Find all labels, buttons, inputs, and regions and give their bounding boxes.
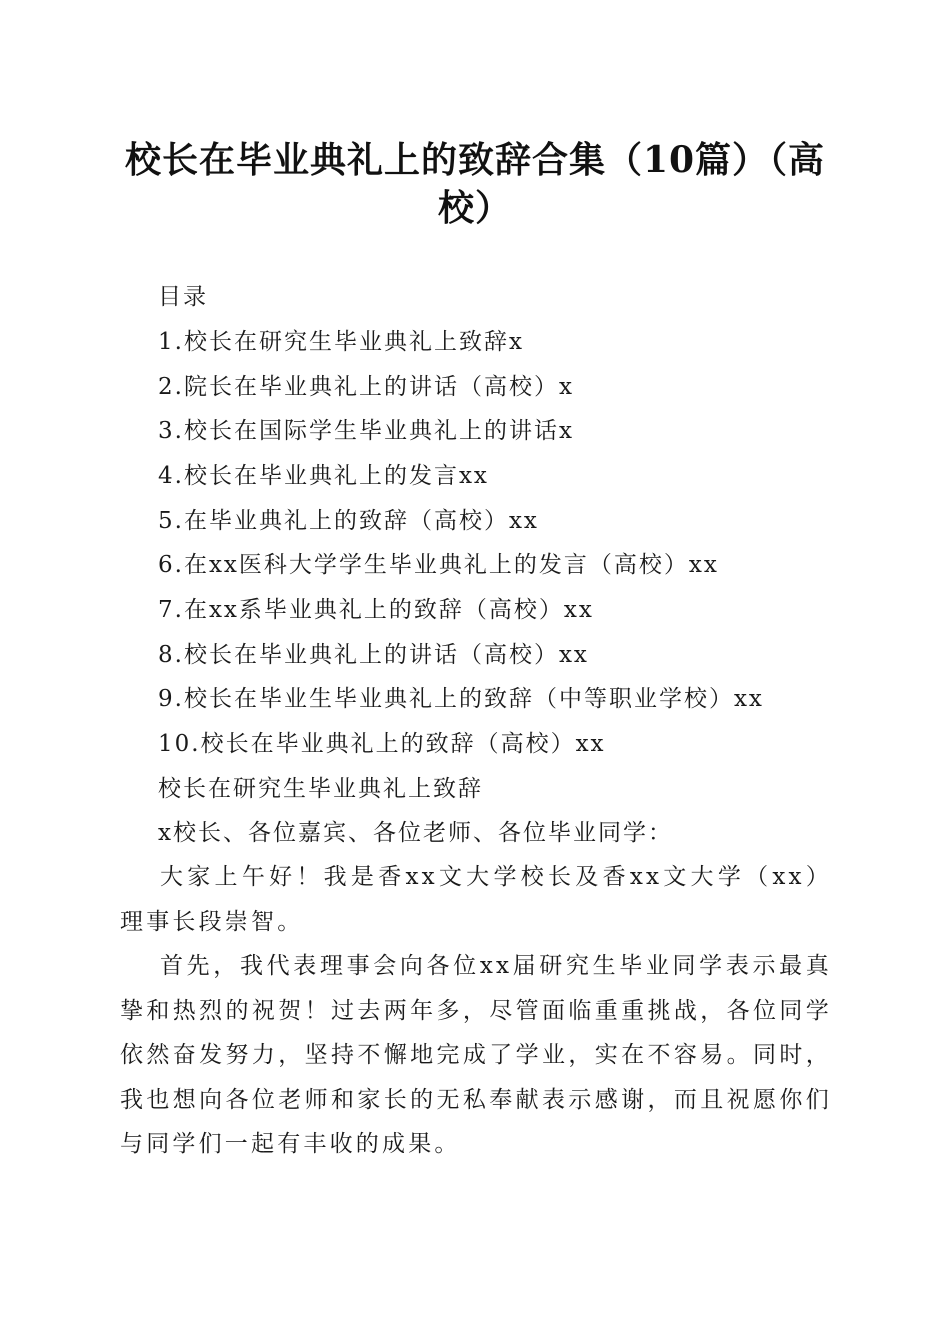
toc-item-10: 10.校长在毕业典礼上的致辞（高校）xx bbox=[158, 731, 606, 757]
toc-item-5: 5.在毕业典礼上的致辞（高校）xx bbox=[158, 508, 539, 534]
toc-item-8: 8.校长在毕业典礼上的讲话（高校）xx bbox=[158, 642, 589, 668]
toc-item-6: 6.在xx医科大学学生毕业典礼上的发言（高校）xx bbox=[158, 552, 719, 578]
body-paragraph-2: 首先，我代表理事会向各位xx届研究生毕业同学表示最真挚和热烈的祝贺！过去两年多，尽管面临重重挑战，各位同学依然奋发努力，坚持不懈地完成了学业，实在不容易。同时，我也想向各位老师和家长的无私奉献表示感谢，而且祝愿你们与同学们一起有丰收的成果。 bbox=[120, 953, 832, 1158]
toc-item-7: 7.在xx系毕业典礼上的致辞（高校）xx bbox=[158, 597, 594, 623]
toc-item-1: 1.校长在研究生毕业典礼上致辞x bbox=[158, 329, 524, 355]
salutation: x校长、各位嘉宾、各位老师、各位毕业同学： bbox=[158, 820, 673, 846]
toc-item-9: 9.校长在毕业生毕业典礼上的致辞（中等职业学校）xx bbox=[158, 686, 764, 712]
toc-item-3: 3.校长在国际学生毕业典礼上的讲话x bbox=[158, 418, 574, 444]
section-heading: 校长在研究生毕业典礼上致辞 bbox=[158, 776, 483, 802]
toc-item-2: 2.院长在毕业典礼上的讲话（高校）x bbox=[158, 374, 574, 400]
toc-heading: 目录 bbox=[158, 284, 208, 310]
toc-item-4: 4.校长在毕业典礼上的发言xx bbox=[158, 463, 489, 489]
document-title: 校长在毕业典礼上的致辞合集（10篇）（高校） bbox=[124, 139, 826, 229]
body-paragraph-1: 大家上午好！我是香xx文大学校长及香xx文大学（xx）理事长段崇智。 bbox=[120, 864, 832, 935]
